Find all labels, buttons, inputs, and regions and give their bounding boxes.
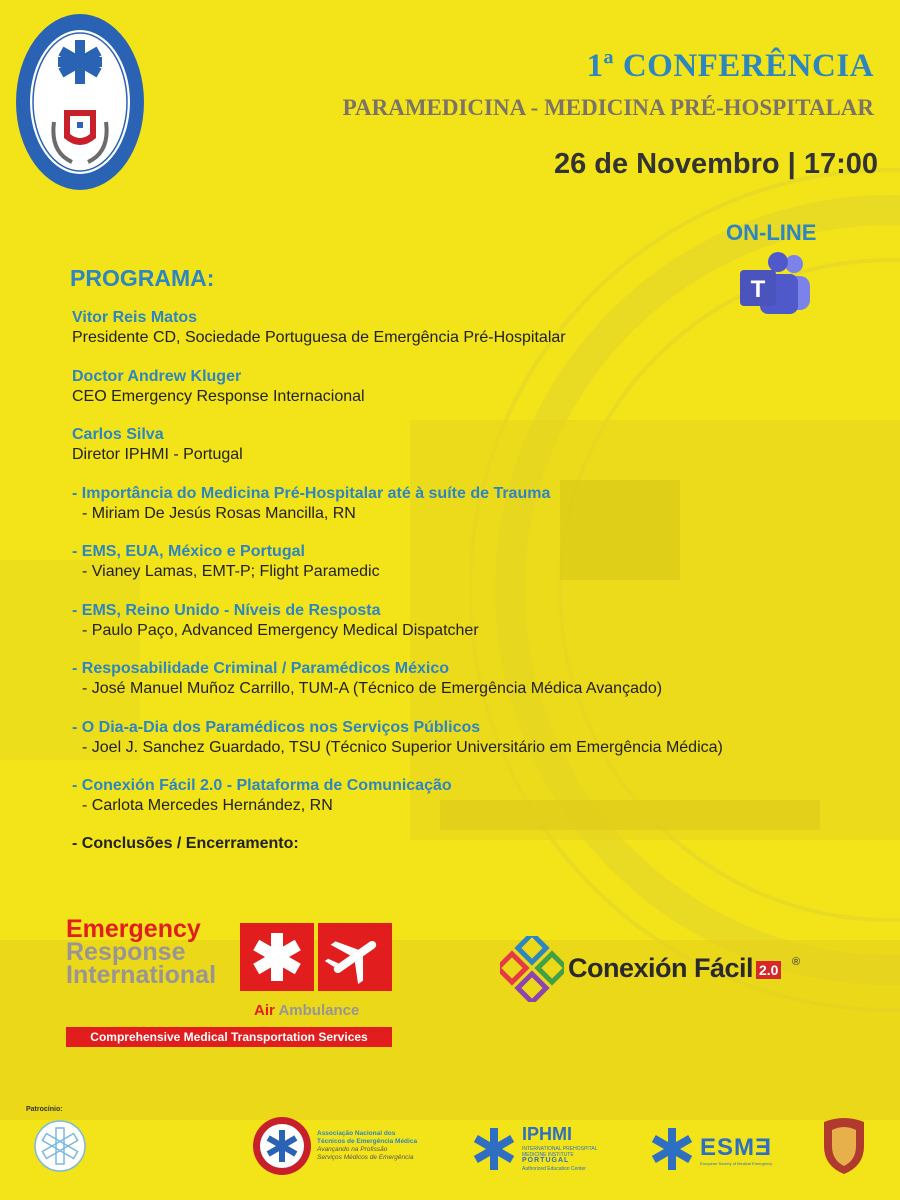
agenda-entry-detail: Diretor IPHMI - Portugal	[72, 446, 243, 463]
registered-mark: ®	[792, 956, 801, 968]
eri-tagline: Comprehensive Medical Transportation Services	[66, 1027, 392, 1047]
conexion-facil-wordmark: Conexión Fácil	[568, 953, 754, 983]
agenda-entry	[72, 425, 892, 484]
esme-star-of-life-icon	[648, 1124, 696, 1174]
online-label: ON-LINE	[726, 220, 817, 245]
iphmi-fullname: INTERNATIONAL PREHOSPITAL MEDICINE INSTITUTE	[522, 1146, 598, 1158]
iphmi-logo	[470, 1124, 600, 1174]
conexion-facil-logo	[500, 936, 840, 1002]
agenda-entry	[72, 601, 892, 660]
agenda-entry-detail: - Miriam De Jesús Rosas Mancilla, RN	[82, 504, 356, 522]
conference-title: 1ª CONFERÊNCIA	[586, 48, 874, 84]
iphmi-center: Authorized Education Center	[522, 1166, 586, 1172]
agenda-entry-heading: Doctor Andrew Kluger	[72, 367, 242, 385]
iphmi-country: PORTUGAL	[522, 1157, 570, 1164]
agenda-entry-heading: - Resposabilidade Criminal / Paramédicos México	[72, 660, 450, 677]
star-of-life-icon	[240, 923, 314, 991]
agenda-entry-detail: - Joel J. Sanchez Guardado, TSU (Técnico Superior Universitário em Emergência Médica)	[82, 738, 723, 756]
agenda-entry	[72, 659, 892, 718]
eri-line-2: Response	[66, 938, 186, 966]
agenda-entry	[72, 367, 892, 426]
emergency-response-international-logo	[66, 915, 396, 1048]
agenda-closing: - Conclusões / Encerramento:	[72, 834, 299, 852]
program-heading: PROGRAMA:	[70, 265, 215, 291]
esme-fullname: European Society of Medical Emergency	[700, 1161, 773, 1166]
agenda-entry	[72, 308, 892, 367]
program-agenda	[72, 308, 892, 853]
agenda-entry	[72, 718, 892, 777]
sponsors-label: Patrocínio:	[26, 1106, 63, 1113]
eri-wordmark	[66, 915, 217, 989]
ambulance-word: Ambulance	[278, 1002, 360, 1019]
agenda-entry	[72, 484, 892, 543]
event-date-time: 26 de Novembro | 17:00	[553, 148, 878, 180]
iphmi-star-of-life-icon	[470, 1124, 518, 1174]
agenda-entry-heading: - EMS, Reino Unido - Níveis de Resposta	[72, 601, 381, 619]
sponsor-star-of-life-seal	[34, 1120, 86, 1172]
anatem-line-4: Serviços Médicos de Emergência	[317, 1154, 414, 1161]
anatem-text	[317, 1130, 467, 1162]
airplane-icon	[318, 923, 392, 991]
esme-wordmark: ESMƎ	[700, 1134, 773, 1161]
conference-subtitle: PARAMEDICINA - MEDICINA PRÉ-HOSPITALAR	[342, 95, 874, 120]
eri-line-3: International	[66, 961, 217, 989]
svg-text:T: T	[750, 276, 766, 303]
anatem-line-3: Avançando na Profissão	[317, 1146, 388, 1153]
air-ambulance-label	[254, 1002, 359, 1019]
agenda-entry-detail: - Paulo Paço, Advanced Emergency Medical Dispatcher	[82, 621, 479, 639]
agenda-entry-detail: CEO Emergency Response Internacional	[72, 387, 365, 405]
agenda-entry-heading: Vitor Reis Matos	[72, 309, 198, 326]
conexion-facil-mark-icon	[500, 936, 564, 1002]
agenda-entry-detail: - Carlota Mercedes Hernández, RN	[82, 797, 333, 814]
society-seal-logo	[14, 12, 146, 192]
anatem-seal-logo	[252, 1116, 312, 1176]
conexion-facil-version: 2.0	[756, 961, 781, 979]
anatem-line-1: Associação Nacional dos	[317, 1130, 396, 1137]
eri-line-1: Emergency	[66, 915, 201, 943]
agenda-entry-detail: Presidente CD, Sociedade Portuguesa de Emergência Pré-Hospitalar	[72, 329, 566, 346]
agenda-entry	[72, 542, 892, 601]
esme-logo	[648, 1124, 788, 1174]
agenda-entry-detail: - José Manuel Muñoz Carrillo, TUM-A (Técnico de Emergência Médica Avançado)	[82, 680, 663, 697]
agenda-entry-heading: - Importância do Medicina Pré-Hospitalar até à suíte de Trauma	[72, 484, 551, 502]
agenda-entry-heading: - O Dia-a-Dia dos Paramédicos nos Serviços Públicos	[72, 718, 481, 736]
agenda-entry-heading: - Conexión Fácil 2.0 - Plataforma de Comunicação	[72, 777, 452, 794]
anatem-line-2: Técnicos de Emergência Médica	[317, 1138, 418, 1145]
sponsor-shield-logo	[818, 1116, 870, 1176]
agenda-entry-detail: - Vianey Lamas, EMT-P; Flight Paramedic	[82, 563, 380, 580]
agenda-entry-heading: - EMS, EUA, México e Portugal	[72, 543, 305, 560]
agenda-entry	[72, 776, 892, 835]
agenda-entry-heading: Carlos Silva	[72, 426, 164, 443]
air-word: Air	[254, 1002, 275, 1019]
iphmi-wordmark: IPHMI	[522, 1124, 573, 1144]
